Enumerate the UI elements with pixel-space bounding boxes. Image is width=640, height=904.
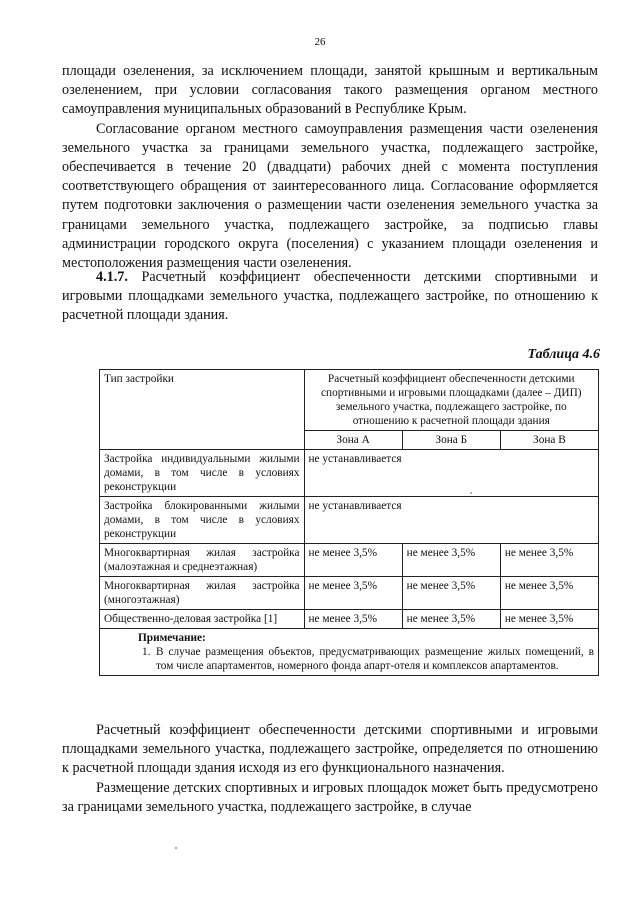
table-row [100, 610, 599, 629]
zone-value: не менее 3,5% [304, 577, 402, 610]
section-paragraph [62, 268, 598, 326]
section-number: 4.1.7. [96, 269, 128, 285]
row-type: Общественно-деловая застройка [1] [100, 610, 305, 629]
table-note [100, 629, 599, 676]
zone-value: не менее 3,5% [402, 610, 500, 629]
note-item [104, 645, 594, 673]
paragraph: Расчетный коэффициент обеспеченности детскими спортивными и игровыми площадками земельного участка, подлежащего застройке, определяется по отношению к расчетной площади здания исходя из его функционального назначения. [62, 722, 598, 777]
row-type: Застройка блокированными жилыми домами, в том числе в условиях реконструкции [100, 497, 305, 544]
zone-value: не менее 3,5% [500, 577, 598, 610]
zone-value: не менее 3,5% [304, 610, 402, 629]
table-row [100, 497, 599, 544]
page-number: 26 [314, 36, 326, 48]
row-type: Застройка индивидуальными жилыми домами, в том числе в условиях реконструкции [100, 450, 305, 497]
zone-header: Зона В [500, 431, 598, 450]
paragraph: площади озеленения, за исключением площади, занятой крышным и вертикальным озеленением, при условии согласования такого размещения органом местного самоуправления муниципальных образований в Республике Крым. [62, 63, 598, 118]
header-coefficient: Расчетный коэффициент обеспеченности детскими спортивными и игровыми площадками (далее – ДИП) земельного участка, подлежащего застройке, по отношению к расчетной площади здания [304, 370, 598, 431]
intro-text [62, 62, 598, 273]
table-caption: Таблица 4.6 [527, 347, 600, 362]
paragraph: Размещение детских спортивных и игровых площадок может быть предусмотрено за границами земельного участка, подлежащего застройке, в случае [62, 779, 598, 815]
table-header-row [100, 370, 599, 431]
zone-value: не менее 3,5% [402, 544, 500, 577]
scan-speck [470, 492, 472, 494]
zone-header: Зона Б [402, 431, 500, 450]
row-merged-value: не устанавливается [304, 497, 598, 544]
paragraph: Согласование органом местного самоуправления размещения части озеленения земельного участка за границами земельного участка, подлежащего застройке, обеспечивается в течение 20 (двадцати) рабочих дней с момента поступления соответствующего обращения от заинтересованного лица. Согласование оформляется путем подготовки заключения о размещении части озеленения земельного участка за границами земельного участка, подлежащего застройке, за подписью главы администрации городского округа (поселения) с указанием площади озеленения и местоположения размещения части озеленения. [62, 120, 598, 272]
note-item-number: 1. [142, 646, 151, 658]
row-type: Многоквартирная жилая застройка (многоэтажная) [100, 577, 305, 610]
table-row [100, 450, 599, 497]
norms-table [99, 369, 599, 676]
section-text: Расчетный коэффициент обеспеченности детскими спортивными и игровыми площадками земельного участка, подлежащего застройке, по отношению к расчетной площади здания. [62, 269, 598, 324]
row-type: Многоквартирная жилая застройка (малоэтажная и среднеэтажная) [100, 544, 305, 577]
note-item-text: В случае размещения объектов, предусматривающих размещение жилых помещений, в том числе апартаментов, номерного фонда апарт-отеля и комплексов апартаментов. [156, 646, 594, 672]
table-row [100, 544, 599, 577]
zone-value: не менее 3,5% [500, 610, 598, 629]
section-4-1-7 [62, 268, 598, 326]
zone-header: Зона А [304, 431, 402, 450]
header-type: Тип застройки [100, 370, 305, 450]
closing-text [62, 721, 598, 817]
zone-value: не менее 3,5% [500, 544, 598, 577]
row-merged-value: не устанавливается [304, 450, 598, 497]
zone-value: не менее 3,5% [402, 577, 500, 610]
table-row [100, 577, 599, 610]
note-title: Примечание: [138, 632, 206, 644]
scan-speck [175, 847, 177, 849]
table-note-row [100, 629, 599, 676]
zone-value: не менее 3,5% [304, 544, 402, 577]
